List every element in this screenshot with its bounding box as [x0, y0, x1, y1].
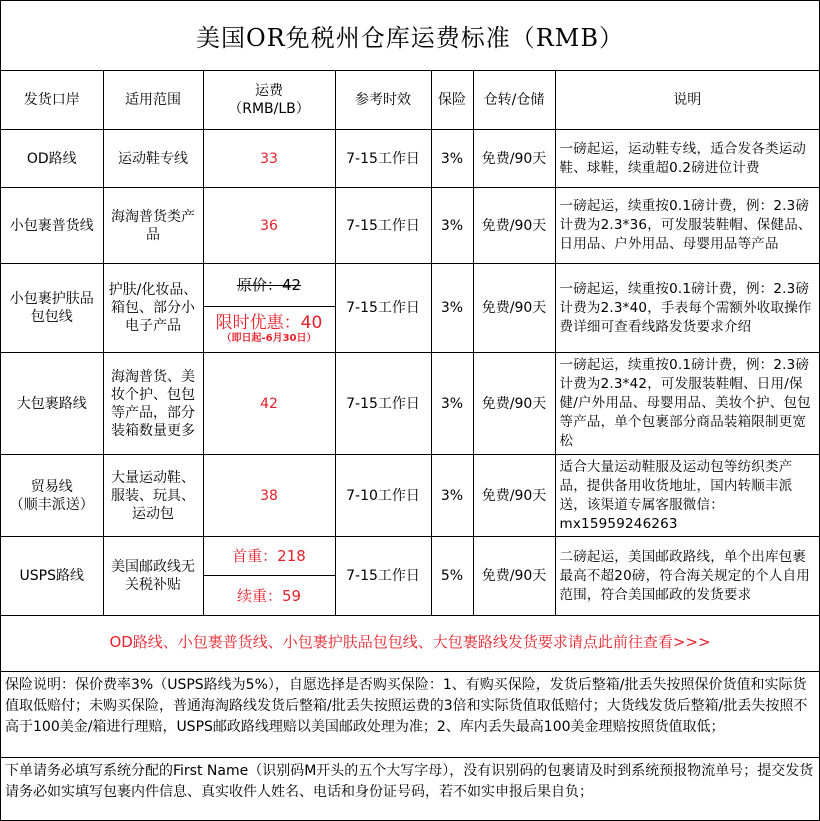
fee-extra: 续重：59	[236, 586, 302, 605]
row-time: 7-15工作日	[335, 188, 431, 264]
header-port: 发货口岸	[1, 71, 103, 130]
row-insurance: 3%	[431, 353, 473, 455]
row-scope: 海淘普货类产品	[103, 188, 203, 264]
order-note: 下单请务必填写系统分配的First Name（识别码M开头的五个大写字母），没有识别码的包裹请及时到系统预报物流单号；提交发货请务必如实填写包裹内件信息、真实收件人姓名、电话和身份证号码，若不如实申报后果自负；	[5, 763, 814, 800]
header-time: 参考时效	[335, 71, 431, 130]
fee-first-box	[204, 537, 335, 576]
row-time: 7-15工作日	[335, 537, 431, 616]
row-time: 7-10工作日	[335, 455, 431, 537]
row-port: 小包裹护肤品包包线	[1, 264, 103, 353]
row-desc: 一磅起运，续重按0.1磅计费，例：2.3磅计费为2.3*42，可发服装鞋帽、日用/保健/户外用品、母婴用品、美妆个护、包包等产品，单个包裹部分商品装箱限制更宽松	[555, 353, 819, 455]
row-insurance: 5%	[431, 537, 473, 616]
row-desc: 二磅起运，美国邮政路线，单个出库包裹最高不超20磅，符合海关规定的个人自用范围，符合美国邮政的发货要求	[555, 537, 819, 616]
row-fee: 36	[203, 188, 335, 264]
row-desc: 适合大量运动鞋服及运动包等纺织类产品，提供备用收货地址，国内转顺丰派送，该渠道专属客服微信：mx15959246263	[555, 455, 819, 537]
table-row	[1, 130, 819, 188]
row-desc: 一磅起运，续重按0.1磅计费，例：2.3磅计费为2.3*40，手表每个需额外收取操作费详细可查看线路发货要求介绍	[555, 264, 819, 353]
row-insurance: 3%	[431, 130, 473, 188]
table-header-row	[1, 71, 819, 130]
row-time: 7-15工作日	[335, 353, 431, 455]
header-fee-line2: （RMB/LB）	[228, 101, 310, 117]
fee-extra-box	[204, 576, 335, 615]
table-row	[1, 537, 819, 616]
table-row	[1, 353, 819, 455]
row-fee: 42	[203, 353, 335, 455]
row-scope: 护肤/化妆品、箱包、部分小电子产品	[103, 264, 203, 353]
row-scope: 海淘普货、美妆个护、包包等产品，部分装箱数量更多	[103, 353, 203, 455]
row-time: 7-15工作日	[335, 264, 431, 353]
fee-original-box	[204, 264, 335, 307]
row-fee: 38	[203, 455, 335, 537]
row-scope: 大量运动鞋、服装、玩具、运动包	[103, 455, 203, 537]
row-fee	[203, 537, 335, 616]
row-fee: 33	[203, 130, 335, 188]
row-insurance: 3%	[431, 264, 473, 353]
insurance-note: 保险说明：保价费率3%（USPS路线为5%），自愿选择是否购买保险：1、有购买保险，发货后整箱/批丢失按照保价货值和实际货值取低赔付；未购买保险，普通海淘路线发货后整箱/批丢失按照运费的3倍和实际货值取低赔付；大货线发货后整箱/批丢失按照不高于100美金/箱进行理赔，USPS邮政路线理赔以美国邮政处理为准；2、库内丢失最高100美金理赔按照货值取低；	[5, 677, 808, 735]
fee-promo-note: （即日起-6月30日）	[221, 332, 317, 344]
shipping-requirements-link[interactable]: OD路线、小包裹普货线、小包裹护肤品包包线、大包裹路线发货要求请点此前往查看>>>	[1, 611, 819, 672]
header-storage: 仓转/仓储	[473, 71, 555, 130]
fee-original: 原价：42	[236, 276, 302, 294]
row-port: OD路线	[1, 130, 103, 188]
row-scope: 美国邮政线无关税补贴	[103, 537, 203, 616]
row-time: 7-15工作日	[335, 130, 431, 188]
row-port: USPS路线	[1, 537, 103, 616]
row-storage: 免费/90天	[473, 130, 555, 188]
page-title: 美国OR免税州仓库运费标准（RMB）	[1, 1, 819, 71]
row-storage: 免费/90天	[473, 188, 555, 264]
fee-promo: 限时优惠：40	[215, 312, 323, 333]
row-storage: 免费/90天	[473, 537, 555, 616]
header-desc: 说明	[555, 71, 819, 130]
divider	[1, 757, 819, 758]
header-fee-line1: 运费	[255, 83, 283, 99]
row-insurance: 3%	[431, 455, 473, 537]
row-port: 小包裹普货线	[1, 188, 103, 264]
row-storage: 免费/90天	[473, 264, 555, 353]
rates-table	[1, 70, 819, 616]
fee-first: 首重：218	[232, 547, 306, 565]
row-storage: 免费/90天	[473, 353, 555, 455]
row-port	[1, 455, 103, 537]
table-row	[1, 188, 819, 264]
row-fee	[203, 264, 335, 353]
row-port-line2: （顺丰派送）	[9, 496, 94, 513]
row-insurance: 3%	[431, 188, 473, 264]
header-scope: 适用范围	[103, 71, 203, 130]
row-desc: 一磅起运，续重按0.1磅计费，例：2.3磅计费为2.3*36，可发服装鞋帽、保健品、日用品、户外用品、母婴用品等产品	[555, 188, 819, 264]
row-storage: 免费/90天	[473, 455, 555, 537]
fee-promo-box	[204, 307, 335, 352]
row-scope: 运动鞋专线	[103, 130, 203, 188]
header-fee	[203, 71, 335, 130]
header-insurance: 保险	[431, 71, 473, 130]
table-row	[1, 455, 819, 537]
row-port: 大包裹路线	[1, 353, 103, 455]
row-port-line1: 贸易线	[30, 478, 73, 495]
table-row	[1, 264, 819, 353]
row-desc: 一磅起运，运动鞋专线，适合发各类运动鞋、球鞋，续重超0.2磅进位计费	[555, 130, 819, 188]
